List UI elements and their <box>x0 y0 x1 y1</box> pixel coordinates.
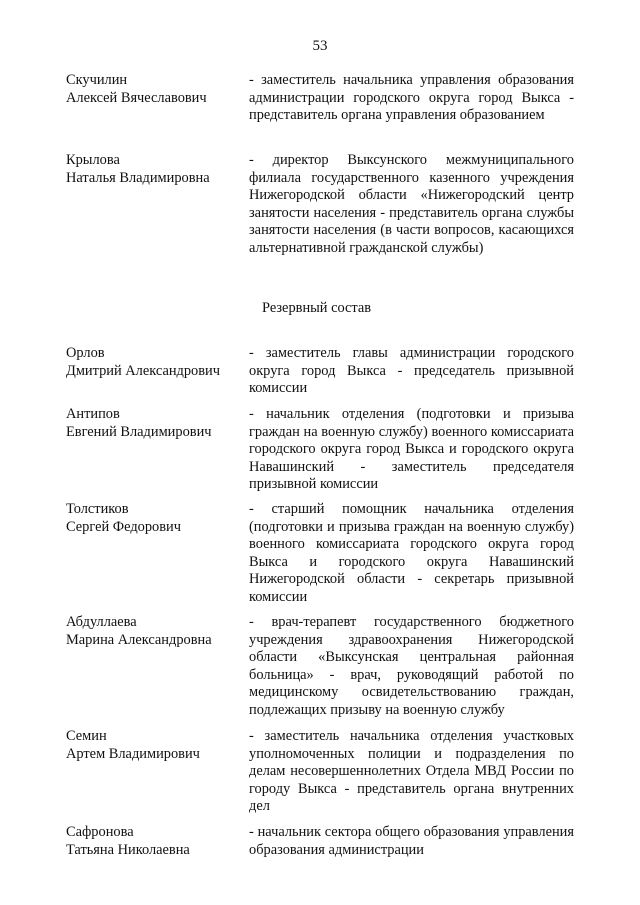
member-first-names: Наталья Владимировна <box>66 169 210 186</box>
member-entry <box>66 614 574 722</box>
member-first-names: Татьяна Николаевна <box>66 841 190 858</box>
member-role: - заместитель главы администрации городского округа город Выкса - председатель призывной комиссии <box>249 345 574 397</box>
member-last-name: Орлов <box>66 345 105 361</box>
member-last-name: Сафронова <box>66 824 134 840</box>
member-entry <box>66 728 574 818</box>
member-name <box>66 728 246 763</box>
member-first-names: Алексей Вячеславович <box>66 89 207 106</box>
member-entry <box>66 824 574 864</box>
member-name <box>66 72 246 107</box>
member-name <box>66 824 246 859</box>
member-first-names: Дмитрий Александрович <box>66 362 220 379</box>
member-entry <box>66 501 574 609</box>
member-entry <box>66 72 574 144</box>
member-last-name: Абдуллаева <box>66 614 137 630</box>
member-name <box>66 152 246 187</box>
member-entry <box>66 152 574 276</box>
member-first-names: Артем Владимирович <box>66 745 200 762</box>
page-number: 53 <box>312 38 328 54</box>
member-role: - врач-терапевт государственного бюджетного учреждения здравоохранения Нижегородской области «Выксунская центральная районная больница» - врач, руководящий работой по медицинскому освидетельствованию граждан, подлежащих призыву на военную службу <box>249 614 574 718</box>
member-name <box>66 614 246 649</box>
member-last-name: Толстиков <box>66 501 129 517</box>
member-first-names: Евгений Владимирович <box>66 423 212 440</box>
member-name <box>66 501 246 536</box>
member-role: - старший помощник начальника отделения (подготовки и призыва граждан на военную службу) военного комиссариата городского округа город Выкса и городского округа Навашинский Нижегородской области - секретарь призывной комиссии <box>249 501 574 605</box>
member-role: - заместитель начальника управления образования администрации городского округа город Выкса - представитель органа управления образованием <box>249 72 574 124</box>
member-role: - начальник сектора общего образования управления образования администрации <box>249 824 574 858</box>
member-last-name: Крылова <box>66 152 120 168</box>
member-last-name: Семин <box>66 728 107 744</box>
section-title-reserve: Резервный состав <box>262 300 372 316</box>
member-entry <box>66 406 574 496</box>
member-last-name: Скучилин <box>66 72 128 88</box>
member-first-names: Марина Александровна <box>66 631 212 648</box>
member-role: - заместитель начальника отделения участковых уполномоченных полиции и подразделения по делам несовершеннолетних Отдела МВД России по городу Выкса - представитель органа внутренних дел <box>249 728 574 815</box>
member-first-names: Сергей Федорович <box>66 518 181 535</box>
member-last-name: Антипов <box>66 406 120 422</box>
member-role: - директор Выксунского межмуниципального филиала государственного казенного учреждения Нижегородской области «Нижегородский центр занятости населения - представитель органа службы занятости населения (в части вопросов, касающихся альтернативной гражданской службы) <box>249 152 574 256</box>
member-name <box>66 345 246 380</box>
member-role: - начальник отделения (подготовки и призыва граждан на военную службу) военного комиссариата городского округа город Выкса и городского округа Навашинский - заместитель председателя призывной комиссии <box>249 406 574 493</box>
member-name <box>66 406 246 441</box>
member-entry <box>66 345 574 401</box>
